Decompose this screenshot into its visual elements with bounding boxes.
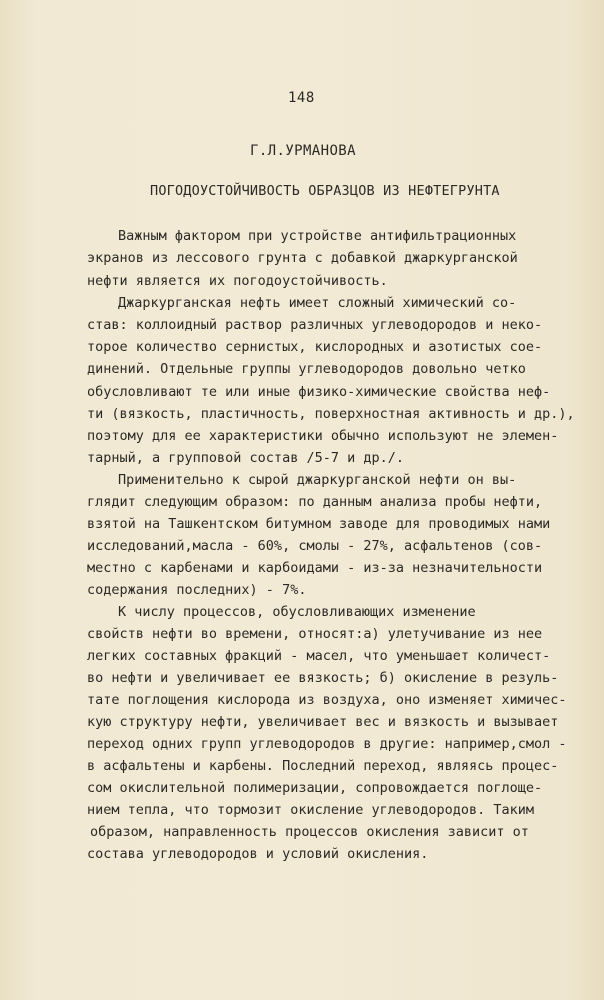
text-line: Важным фактором при устройстве антифильтрационных [118,228,517,244]
text-line: легких составных фракций - масел, что уменьшает количест- [87,648,551,664]
page-number: 148 [288,90,315,106]
text-line: динений. Отдельные группы углеводородов довольно четко [87,361,526,377]
text-line: Джаркурганская нефть имеет сложный химический со- [118,295,517,311]
text-line: нием тепла, что тормозит окисление углеводородов. Таким [87,802,535,818]
article-title: ПОГОДОУСТОЙЧИВОСТЬ ОБРАЗЦОВ ИЗ НЕФТЕГРУНТА [150,183,500,199]
text-line: торое количество сернистых, кислородных и азотистых сое- [87,339,543,355]
text-line: образом, направленность процессов окисления зависит от [90,824,529,840]
text-line: К числу процессов, обусловливающих изменение [118,604,476,620]
text-line: местно с карбенами и карбоидами - из-за незначительности [87,560,543,576]
text-line: состава углеводородов и условий окисления. [87,846,429,862]
text-line: Применительно к сырой джаркурганской нефти он вы- [118,472,517,488]
text-line: глядит следующим образом: по данным анализа пробы нефти, [87,494,543,510]
text-line: нефти является их погодоустойчивость. [87,273,388,289]
text-line: ти (вязкость, пластичность, поверхностная активность и др.), [87,406,575,422]
text-line: кую структуру нефти, увеличивает вес и вязкость и вызывает [87,714,559,730]
text-line: взятой на Ташкентском битумном заводе для проводимых нами [87,516,551,532]
author-name: Г.Л.УРМАНОВА [250,143,356,159]
text-line: исследований,масла - 60%, смолы - 27%, асфальтенов (сов- [87,538,543,554]
text-line: став: коллоидный раствор различных углеводородов и неко- [87,317,543,333]
text-line: свойств нефти во времени, относят:а) улетучивание из нее [87,626,543,642]
text-line: во нефти и увеличивает ее вязкость; б) окисление в резуль- [87,670,559,686]
text-line: тарный, а групповой состав /5-7 и др./. [87,450,404,466]
text-line: содержания последних) - 7%. [87,582,307,598]
text-line: тате поглощения кислорода из воздуха, оно изменяет химичес- [87,692,567,708]
text-line: экранов из лессового грунта с добавкой джаркурганской [87,250,518,266]
text-line: сом окислительной полимеризации, сопровождается поглоще- [87,780,543,796]
text-line: в асфальтены и карбены. Последний переход, являясь процес- [87,758,559,774]
text-line: переход одних групп углеводородов в другие: например,смол - [87,736,567,752]
text-line: обусловливают те или иные физико-химические свойства неф- [87,384,551,400]
text-line: поэтому для ее характеристики обычно используют не элемен- [87,428,559,444]
